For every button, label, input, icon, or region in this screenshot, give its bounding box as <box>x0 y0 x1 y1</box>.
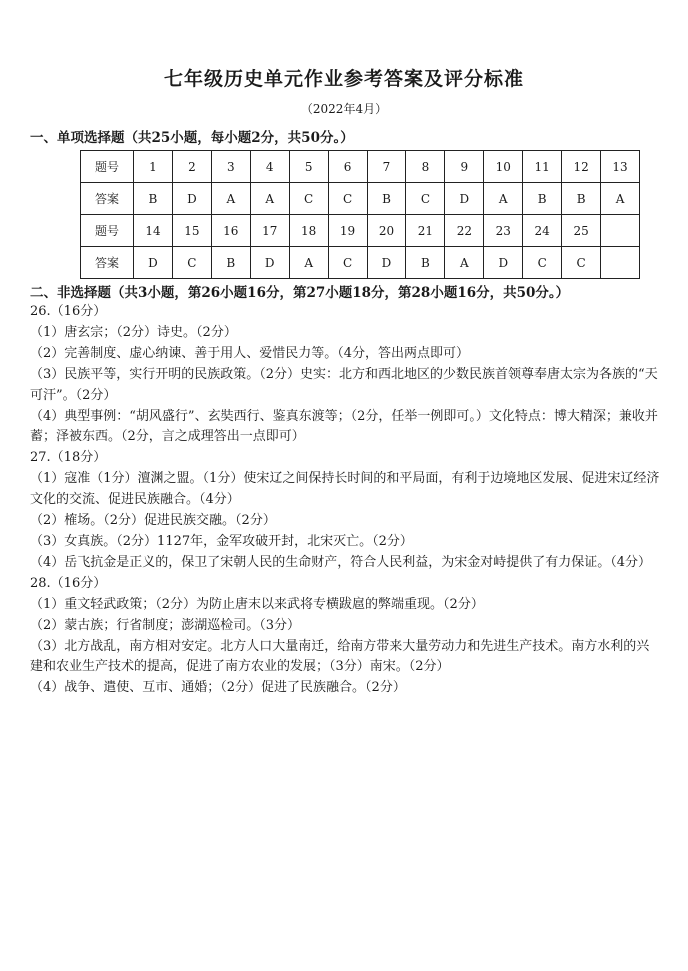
answer-cell: D <box>484 247 523 279</box>
question-number-cell: 9 <box>445 151 484 183</box>
answer-cell: C <box>328 183 367 215</box>
question-number-cell: 14 <box>134 215 173 247</box>
answer-cell: D <box>250 247 289 279</box>
answer-line: （1）唐玄宗；（2分）诗史。（2分） <box>30 324 237 340</box>
answer-cell: B <box>134 183 173 215</box>
question-number-cell: 19 <box>328 215 367 247</box>
question-number-cell: 6 <box>328 151 367 183</box>
answer-cell: C <box>562 247 601 279</box>
answer-cell: C <box>406 183 445 215</box>
answer-cell: D <box>367 247 406 279</box>
question-number-cell: 12 <box>562 151 601 183</box>
row-label-question: 题号 <box>81 215 134 247</box>
answer-cell: D <box>445 183 484 215</box>
question-heading: 27.（18分） <box>30 450 107 466</box>
answer-line: （3）民族平等，实行开明的民族政策。（2分）史实：北方和西北地区的少数民族首领尊奉唐太宗为各族的“天可汗”。（2分） <box>30 366 658 403</box>
page-title: 七年级历史单元作业参考答案及评分标准 <box>163 68 524 90</box>
answer-cell: A <box>601 183 640 215</box>
row-label-answer: 答案 <box>81 183 134 215</box>
answer-line: （1）重文轻武政策；（2分）为防止唐末以来武将专横跋扈的弊端重现。（2分） <box>30 596 484 612</box>
answer-cell: B <box>562 183 601 215</box>
answer-table <box>80 150 640 279</box>
question-number-cell: 24 <box>523 215 562 247</box>
question-number-cell: 18 <box>289 215 328 247</box>
answer-line: （4）战争、遣使、互市、通婚；（2分）促进了民族融合。（2分） <box>30 680 406 696</box>
empty-cell <box>601 215 640 247</box>
answer-line: （1）寇准（1分）澶渊之盟。（1分）使宋辽之间保持长时间的和平局面，有利于边境地区发展、促进宋辽经济文化的交流、促进民族融合。（4分） <box>30 471 660 508</box>
answer-cell: B <box>211 247 250 279</box>
question-heading: 28.（16分） <box>30 575 107 591</box>
question-number-cell: 17 <box>250 215 289 247</box>
table-row <box>81 247 640 279</box>
question-number-cell: 13 <box>601 151 640 183</box>
table-row <box>81 215 640 247</box>
answer-line: （3）女真族。（2分）1127年，金军攻破开封，北宋灭亡。（2分） <box>30 533 413 549</box>
answer-cell: D <box>172 183 211 215</box>
answer-cell: B <box>523 183 562 215</box>
answer-cell: A <box>289 247 328 279</box>
question-number-cell: 8 <box>406 151 445 183</box>
answer-cell: C <box>172 247 211 279</box>
question-number-cell: 21 <box>406 215 445 247</box>
answer-cell: B <box>367 183 406 215</box>
answer-line: （2）蒙古族；行省制度；澎湖巡检司。（3分） <box>30 617 301 633</box>
answer-cell: D <box>134 247 173 279</box>
answer-cell: C <box>289 183 328 215</box>
question-number-cell: 25 <box>562 215 601 247</box>
answer-line: （4）岳飞抗金是正义的，保卫了宋朝人民的生命财产，符合人民利益，为宋金对峙提供了有力保证。（4分） <box>30 554 652 570</box>
answer-line: （3）北方战乱，南方相对安定。北方人口大量南迁，给南方带来大量劳动力和先进生产技术。南方水利的兴建和农业生产技术的提高，促进了南方农业的发展；（3分）南宋。（2分） <box>30 638 650 675</box>
question-number-cell: 20 <box>367 215 406 247</box>
question-number-cell: 10 <box>484 151 523 183</box>
answer-cell: B <box>406 247 445 279</box>
row-label-answer: 答案 <box>81 247 134 279</box>
question-heading: 26.（16分） <box>30 304 107 319</box>
question-number-cell: 22 <box>445 215 484 247</box>
answer-cell: C <box>328 247 367 279</box>
answer-cell: A <box>211 183 250 215</box>
question-number-cell: 3 <box>211 151 250 183</box>
table-row <box>81 183 640 215</box>
answer-cell: C <box>523 247 562 279</box>
question-number-cell: 5 <box>289 151 328 183</box>
question-number-cell: 23 <box>484 215 523 247</box>
answer-line: （2）完善制度、虚心纳谏、善于用人、爱惜民力等。（4分，答出两点即可） <box>30 345 470 361</box>
empty-cell <box>601 247 640 279</box>
question-number-cell: 15 <box>172 215 211 247</box>
question-number-cell: 4 <box>250 151 289 183</box>
answer-cell: A <box>250 183 289 215</box>
section2-answers <box>30 302 660 699</box>
page-date: （2022年4月） <box>300 102 388 116</box>
section1-heading: 一、单项选择题（共25小题，每小题2分，共50分。） <box>30 130 354 146</box>
question-number-cell: 1 <box>134 151 173 183</box>
answer-cell: A <box>445 247 484 279</box>
answer-line: （4）典型事例：“胡风盛行”、玄奘西行、鉴真东渡等；（2分，任举一例即可。）文化特点：博大精深；兼收并蓄；泽被东西。（2分，言之成理答出一点即可） <box>30 408 658 445</box>
table-row <box>81 151 640 183</box>
question-number-cell: 2 <box>172 151 211 183</box>
answer-line: （2）榷场。（2分）促进民族交融。（2分） <box>30 513 276 529</box>
answer-cell: A <box>484 183 523 215</box>
question-number-cell: 7 <box>367 151 406 183</box>
row-label-question: 题号 <box>81 151 134 183</box>
question-number-cell: 16 <box>211 215 250 247</box>
section2-heading: 二、非选择题（共3小题，第26小题16分，第27小题18分，第28小题16分，共50分。） <box>30 285 570 301</box>
question-number-cell: 11 <box>523 151 562 183</box>
